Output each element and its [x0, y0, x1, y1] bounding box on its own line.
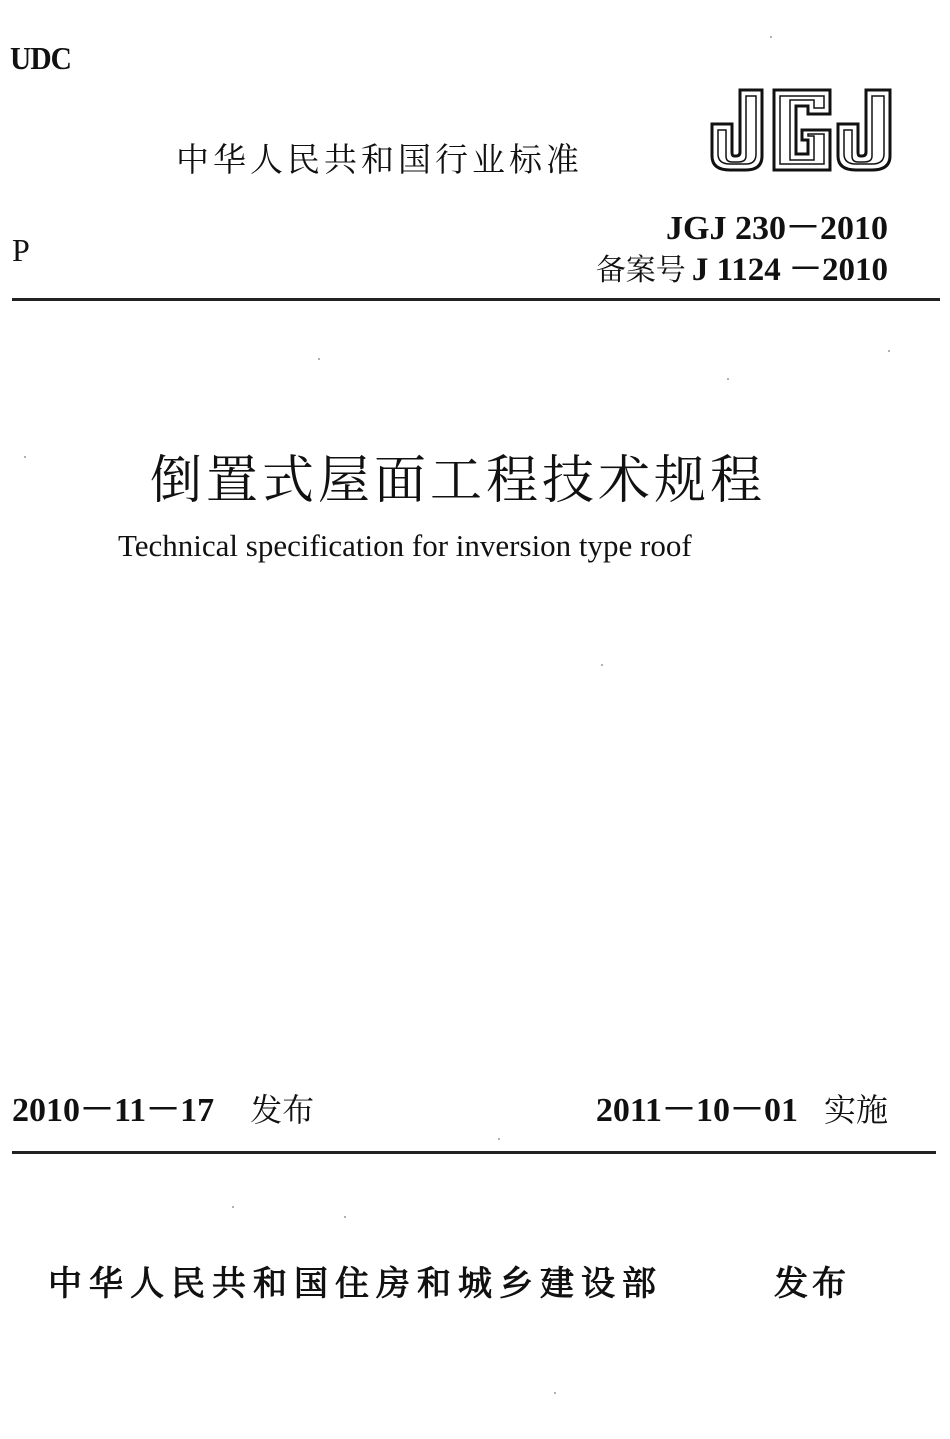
standard-number: JGJ 230－2010	[666, 210, 888, 247]
issuing-authority: 中华人民共和国住房和城乡建设部	[48, 1264, 663, 1304]
scan-speck	[770, 36, 772, 38]
release-date-line	[12, 1082, 314, 1131]
issuer-verb: 发布	[774, 1264, 850, 1304]
standard-category: 中华人民共和国行业标准	[176, 140, 583, 179]
jgj-logo	[706, 86, 896, 174]
scan-speck	[318, 358, 320, 360]
scan-speck	[727, 378, 729, 380]
filing-label: 备案号	[595, 253, 686, 288]
scan-speck	[601, 664, 603, 666]
udc-label: UDC	[10, 40, 72, 76]
implement-label: 实施	[823, 1091, 888, 1129]
scan-speck	[24, 456, 26, 458]
implement-date: 2011－10－01	[595, 1092, 798, 1129]
top-rule	[12, 298, 940, 301]
classification-code: P	[12, 232, 30, 268]
title-english: Technical specification for inversion type roof	[118, 528, 692, 563]
implement-date-line	[596, 1082, 888, 1131]
filing-number-line	[596, 243, 888, 290]
scan-speck	[344, 1216, 346, 1218]
scan-speck	[888, 350, 890, 352]
release-date: 2010－11－17	[12, 1092, 215, 1129]
scan-speck	[554, 1392, 556, 1394]
filing-number: J 1124 －2010	[691, 252, 888, 288]
bottom-rule	[12, 1151, 936, 1154]
scan-speck	[232, 1206, 234, 1208]
scan-speck	[498, 1138, 500, 1140]
title-chinese: 倒置式屋面工程技术规程	[150, 451, 767, 511]
release-label: 发布	[250, 1091, 315, 1129]
